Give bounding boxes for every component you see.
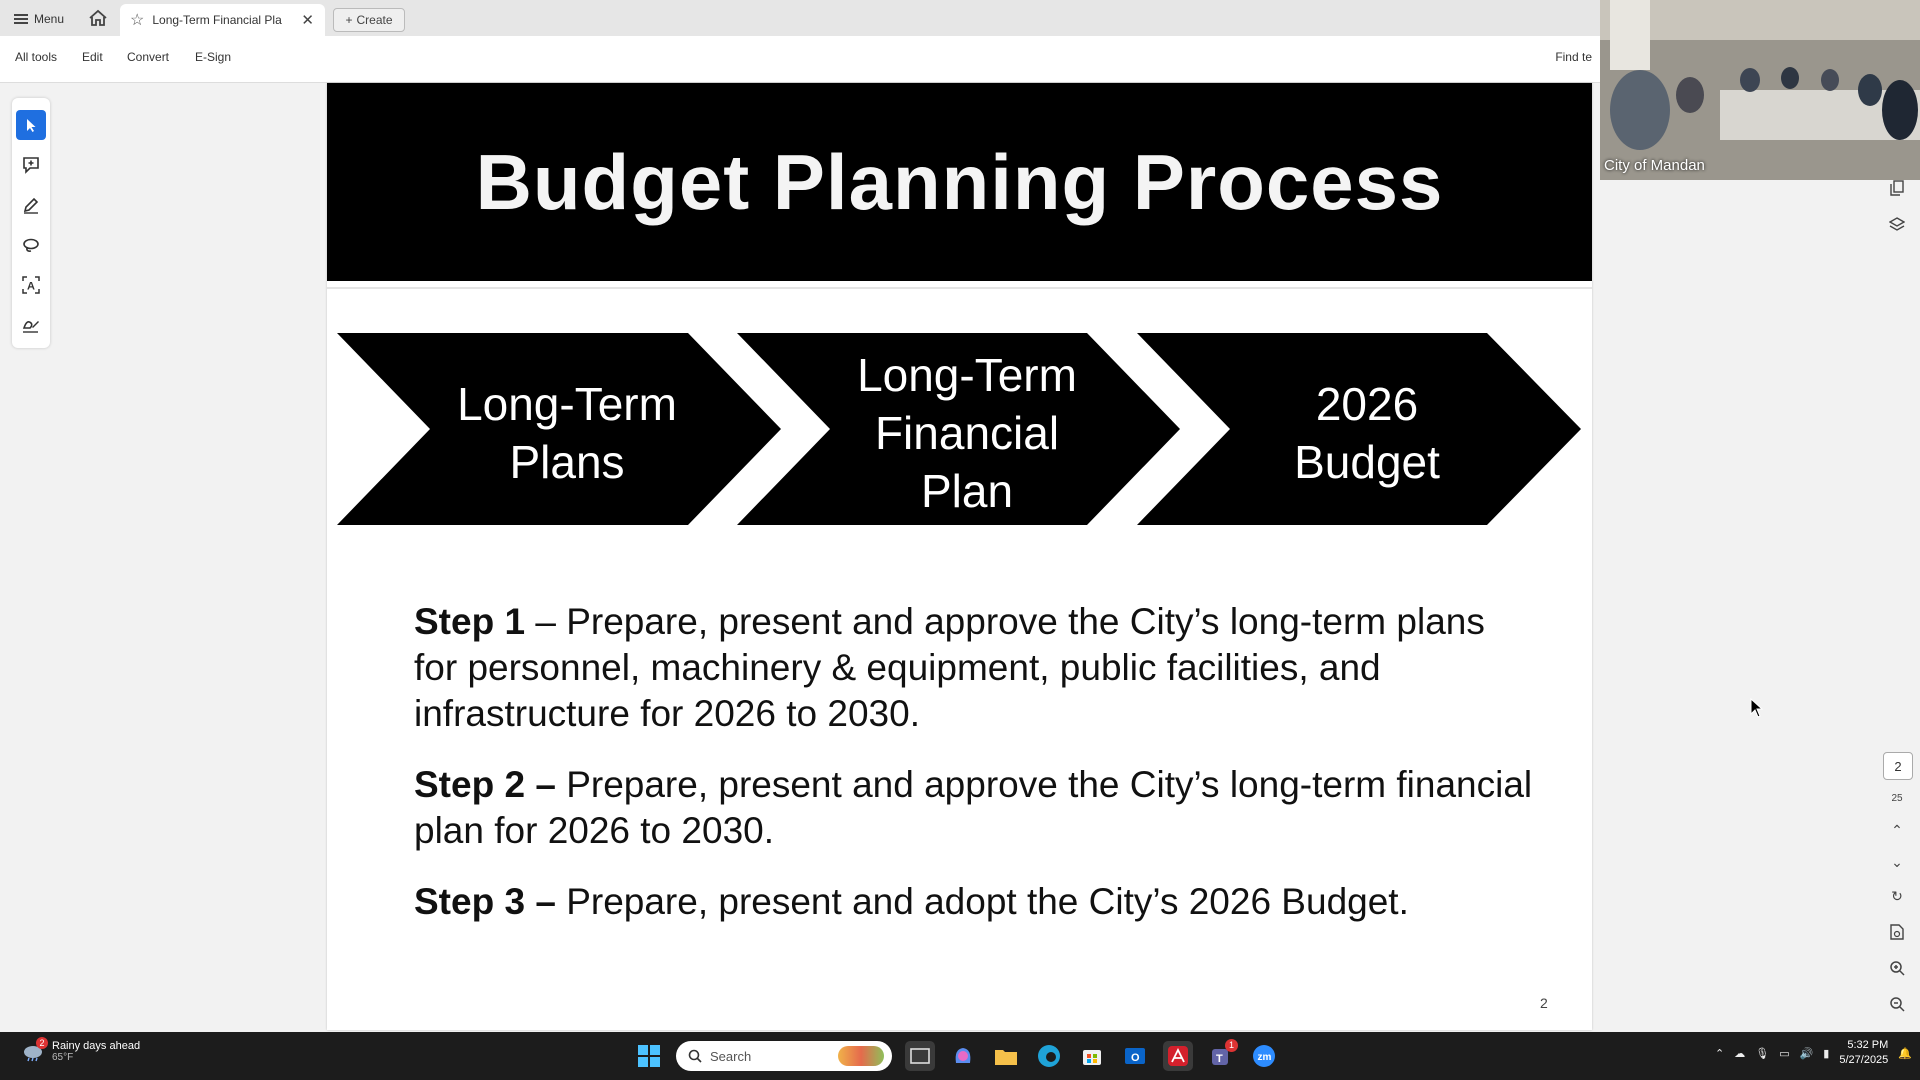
- copilot-icon[interactable]: [948, 1041, 978, 1071]
- chevron-3-line-2: Budget: [1294, 436, 1440, 488]
- file-explorer-icon[interactable]: [991, 1041, 1021, 1071]
- chevron-1-line-1: Long-Term: [457, 378, 677, 430]
- sign-tool[interactable]: [16, 310, 46, 340]
- microphone-icon[interactable]: 🎙: [1755, 1047, 1770, 1060]
- step-3-label: Step 3 –: [414, 881, 556, 922]
- step-2-label: Step 2 –: [414, 764, 556, 805]
- layers-icon[interactable]: [1887, 214, 1907, 234]
- total-pages-label: 25: [1891, 792, 1903, 804]
- add-comment-tool[interactable]: [16, 150, 46, 180]
- edge-browser-icon[interactable]: [1034, 1041, 1064, 1071]
- search-highlight-icon: [838, 1046, 884, 1066]
- page-fit-icon[interactable]: [1887, 922, 1907, 942]
- menu-label: Menu: [34, 12, 65, 26]
- acrobat-icon[interactable]: [1163, 1041, 1193, 1071]
- task-view-icon[interactable]: [905, 1041, 935, 1071]
- network-off-icon[interactable]: ☁: [1734, 1047, 1746, 1060]
- chevron-1-line-2: Plans: [509, 436, 625, 488]
- windows-taskbar: [0, 1032, 1920, 1080]
- menu-button[interactable]: [14, 9, 64, 29]
- mouse-cursor-icon: [1750, 698, 1764, 718]
- chevron-2-line-2: Financial: [874, 407, 1060, 459]
- search-icon: [688, 1049, 702, 1063]
- convert-menu[interactable]: Convert: [127, 50, 170, 64]
- step-2-text: Prepare, present and approve the City’s long-term financial plan for 2026 to 2030.: [414, 764, 1533, 851]
- system-tray: [1715, 1038, 1912, 1068]
- home-icon[interactable]: [88, 9, 108, 27]
- quick-tools-rail: [12, 98, 50, 348]
- freehand-tool[interactable]: [16, 230, 46, 260]
- svg-text:A: A: [27, 280, 35, 293]
- chevron-down-icon[interactable]: ⌄: [1891, 853, 1903, 870]
- right-tool-rail: [1873, 170, 1920, 1030]
- esign-menu[interactable]: E-Sign: [195, 50, 232, 64]
- slide-title: Budget Planning Process: [475, 137, 1444, 226]
- comment-icon: [22, 156, 40, 174]
- document-tab[interactable]: [120, 4, 325, 36]
- clock[interactable]: [1839, 1038, 1888, 1068]
- show-hidden-icons[interactable]: ⌃: [1715, 1047, 1725, 1060]
- find-text-button[interactable]: Find te: [1555, 50, 1592, 64]
- current-page-field[interactable]: 2: [1883, 752, 1913, 780]
- chevron-2-line-3: Plan: [920, 465, 1014, 517]
- all-tools-menu[interactable]: All tools: [15, 50, 58, 64]
- step-2: [414, 762, 1534, 854]
- create-label: Create: [356, 13, 393, 27]
- step-2-separator: [556, 764, 566, 805]
- chevron-label-1: [417, 333, 717, 533]
- meeting-room-image: [1600, 0, 1920, 180]
- document-page: [327, 83, 1592, 1030]
- step-3-text: Prepare, present and adopt the City’s 2026 Budget.: [566, 881, 1409, 922]
- slide-page-number: 2: [1540, 995, 1548, 1011]
- step-3: [414, 879, 1534, 925]
- lasso-icon: [22, 236, 40, 254]
- svg-text:O: O: [1131, 1052, 1140, 1064]
- hamburger-icon: [14, 14, 28, 24]
- copy-icon[interactable]: [1887, 178, 1907, 198]
- weather-widget[interactable]: [22, 1037, 141, 1063]
- svg-text:zm: zm: [1257, 1052, 1272, 1063]
- create-button[interactable]: [333, 8, 405, 32]
- step-1-separator: –: [525, 601, 567, 642]
- taskbar-search[interactable]: [676, 1041, 892, 1071]
- search-placeholder: Search: [710, 1048, 752, 1064]
- text-recognition-tool[interactable]: [16, 270, 46, 300]
- chevron-2-line-1: Long-Term: [857, 349, 1077, 401]
- pencil-icon: [22, 196, 40, 214]
- zoom-in-icon[interactable]: [1887, 958, 1907, 978]
- main-toolbar: [0, 36, 1600, 83]
- process-chevrons: [327, 333, 1592, 533]
- teams-icon[interactable]: [1206, 1041, 1236, 1071]
- step-1: [414, 599, 1534, 737]
- zoom-out-icon[interactable]: [1887, 994, 1907, 1014]
- zoom-app-icon[interactable]: [1249, 1041, 1279, 1071]
- close-tab-icon[interactable]: ✕: [301, 12, 314, 29]
- tab-bar: [0, 0, 1600, 36]
- svg-text:T: T: [1216, 1053, 1223, 1065]
- plus-icon: +: [345, 13, 353, 27]
- slide-header: [327, 83, 1592, 281]
- weather-icon: [22, 1037, 45, 1063]
- rotate-icon[interactable]: ↻: [1891, 887, 1903, 904]
- chevron-3-line-1: 2026: [1315, 378, 1419, 430]
- windows-start-icon[interactable]: [638, 1045, 660, 1067]
- video-feed: [1600, 0, 1920, 180]
- weather-title: Rainy days ahead: [52, 1040, 141, 1052]
- chevron-label-3: [1217, 333, 1517, 533]
- header-divider: [327, 287, 1592, 289]
- clock-date: 5/27/2025: [1839, 1054, 1889, 1066]
- edit-menu[interactable]: Edit: [82, 50, 103, 64]
- teams-badge: 1: [1225, 1039, 1238, 1052]
- store-icon[interactable]: [1077, 1041, 1107, 1071]
- tab-title: Long-Term Financial Pla: [152, 13, 282, 27]
- step-3-separator: [556, 881, 566, 922]
- weather-temp: 65°F: [52, 1052, 74, 1063]
- step-1-label: Step 1: [414, 601, 526, 642]
- chevron-label-2: [817, 333, 1117, 533]
- notification-bell-icon[interactable]: 🔔: [1898, 1047, 1912, 1060]
- weather-badge: 2: [36, 1037, 48, 1049]
- star-icon[interactable]: ☆: [130, 12, 145, 29]
- cursor-arrow-icon: [23, 117, 39, 133]
- display-icon[interactable]: ▭: [1779, 1047, 1790, 1060]
- video-label: City of Mandan: [1604, 157, 1705, 174]
- outlook-icon[interactable]: [1120, 1041, 1150, 1071]
- steps-list: [414, 599, 1534, 950]
- chevron-up-icon[interactable]: ⌃: [1891, 821, 1903, 838]
- text-select-icon: [21, 275, 41, 295]
- volume-icon[interactable]: 🔊: [1799, 1047, 1814, 1060]
- battery-icon[interactable]: ▮: [1823, 1047, 1830, 1060]
- signature-pen-icon: [21, 315, 41, 335]
- clock-time: 5:32 PM: [1847, 1039, 1889, 1051]
- draw-tool[interactable]: [16, 190, 46, 220]
- step-1-text: Prepare, present and approve the City’s long-term plans for personnel, machinery & equipment, public facilities, and infrastructure for 2026 to 2030.: [414, 601, 1485, 734]
- select-tool[interactable]: [16, 110, 46, 140]
